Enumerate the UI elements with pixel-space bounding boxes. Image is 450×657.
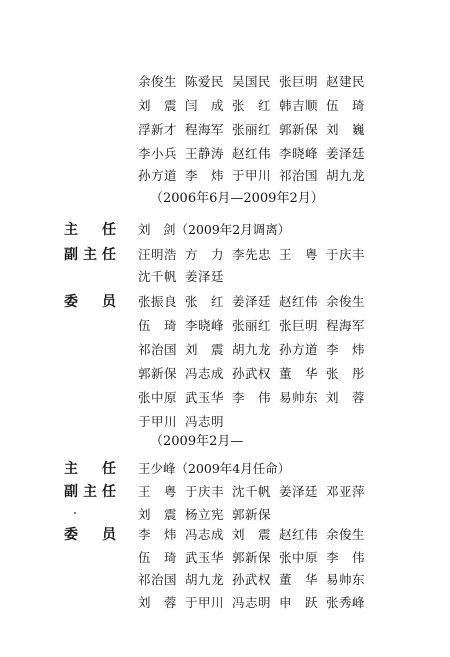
person-name: 姜泽廷	[185, 269, 225, 284]
person-name: 张丽红	[232, 318, 272, 333]
person-name: 赵红伟	[232, 146, 272, 161]
person-name: 程海军	[326, 318, 366, 333]
person-name: 韩吉顺	[279, 98, 319, 113]
person-name: 孙武权	[232, 366, 272, 381]
person-name: 杨立宪	[185, 507, 225, 522]
person-name: 武玉华	[185, 550, 225, 565]
name-row	[138, 525, 373, 543]
person-name: 伍 琦	[138, 318, 178, 333]
name-row	[138, 364, 373, 382]
person-name: 闫 成	[185, 98, 225, 113]
person-name: 于庆丰	[185, 484, 225, 499]
person-name: 张 彤	[326, 366, 366, 381]
name-row	[138, 570, 373, 588]
person-name: 王静涛	[185, 146, 225, 161]
person-name: 冯志明	[185, 414, 225, 429]
person-name: 刘 震	[138, 507, 178, 522]
role-label-director: 主 任	[64, 461, 121, 477]
person-name: 张 红	[185, 294, 225, 309]
person-name: 易帅东	[326, 572, 366, 587]
person-name: 沈千帆	[138, 269, 178, 284]
name-row	[138, 548, 373, 566]
person-name: 冯志成	[185, 366, 225, 381]
name-row	[138, 593, 373, 611]
person-name: 赵建民	[326, 74, 366, 89]
person-name: 于甲川	[185, 595, 225, 610]
person-name: 冯志明	[232, 595, 272, 610]
person-name: 张秀峰	[326, 595, 366, 610]
person-name: 董 华	[279, 366, 319, 381]
person-name: 孙方道	[138, 168, 178, 183]
director-text: 王少峰（2009年4月任命）	[138, 461, 291, 476]
person-name: 王 粤	[279, 247, 319, 262]
person-name: 刘 蓉	[138, 595, 178, 610]
person-name: 张中原	[138, 390, 178, 405]
person-name: 余俊生	[326, 527, 366, 542]
name-row	[138, 292, 373, 310]
person-name: 浮新才	[138, 122, 178, 137]
person-name: 郭新保	[279, 122, 319, 137]
person-name: 孙武权	[232, 572, 272, 587]
person-name: 胡九龙	[185, 572, 225, 587]
person-name: 张巨明	[279, 74, 319, 89]
person-name: 赵红伟	[279, 527, 319, 542]
person-name: 姜泽廷	[326, 146, 366, 161]
person-name: 邓亚萍	[326, 484, 366, 499]
person-name: 吴国民	[232, 74, 272, 89]
person-name: 祁治国	[279, 168, 319, 183]
person-name: 刘 蓉	[326, 390, 366, 405]
person-name: 伍 琦	[326, 98, 366, 113]
name-row	[138, 144, 373, 162]
person-name: 李 伟	[232, 390, 272, 405]
person-name: 张 红	[232, 98, 272, 113]
person-name: 汪明浩	[138, 247, 178, 262]
person-name: 姜泽廷	[279, 484, 319, 499]
name-row	[138, 412, 232, 430]
person-name: 郭新保	[138, 366, 178, 381]
person-name: 武玉华	[185, 390, 225, 405]
person-name: 余俊生	[326, 294, 366, 309]
person-name: 郭新保	[232, 550, 272, 565]
person-name: 李 炜	[138, 527, 178, 542]
person-name: 余俊生	[138, 74, 178, 89]
person-name: 申 跃	[279, 595, 319, 610]
scan-speck	[74, 512, 76, 514]
person-name: 李晓峰	[185, 318, 225, 333]
director-text: 刘 剑（2009年2月调离）	[138, 222, 291, 237]
person-name: 张中原	[279, 550, 319, 565]
person-name: 张振良	[138, 294, 178, 309]
person-name: 祁治国	[138, 572, 178, 587]
name-row	[138, 316, 373, 334]
person-name: 沈千帆	[232, 484, 272, 499]
person-name: 董 华	[279, 572, 319, 587]
person-name: 郭新保	[232, 507, 272, 522]
person-name: 赵红伟	[279, 294, 319, 309]
name-row	[138, 166, 373, 184]
person-name: 李先忠	[232, 247, 272, 262]
person-name: 李晓峰	[279, 146, 319, 161]
person-name: 刘 震	[138, 98, 178, 113]
name-row	[138, 505, 279, 523]
person-name: 陈爱民	[185, 74, 225, 89]
person-name: 于庆丰	[326, 247, 366, 262]
person-name: 姜泽廷	[232, 294, 272, 309]
name-row	[138, 388, 373, 406]
person-name: 刘 震	[185, 342, 225, 357]
role-label-members: 委 员	[64, 294, 121, 310]
person-name: 冯志成	[185, 527, 225, 542]
person-name: 胡九龙	[232, 342, 272, 357]
person-name: 李小兵	[138, 146, 178, 161]
person-name: 祁治国	[138, 342, 178, 357]
person-name: 方 力	[185, 247, 225, 262]
person-name: 李 伟	[326, 550, 366, 565]
name-row	[138, 96, 373, 114]
person-name: 易帅东	[279, 390, 319, 405]
person-name: 于甲川	[232, 168, 272, 183]
name-row	[138, 340, 373, 358]
section-date: （2006年6月—2009年2月）	[150, 191, 324, 206]
role-label-members: 委 员	[64, 527, 121, 543]
person-name: 张丽红	[232, 122, 272, 137]
person-name: 李 炜	[185, 168, 225, 183]
role-label-deputy: 副主任	[64, 247, 121, 263]
person-name: 伍 琦	[138, 550, 178, 565]
person-name: 胡九龙	[326, 168, 366, 183]
role-label-director: 主 任	[64, 222, 121, 238]
person-name: 张巨明	[279, 318, 319, 333]
person-name: 王 粤	[138, 484, 178, 499]
person-name: 程海军	[185, 122, 225, 137]
person-name: 于甲川	[138, 414, 178, 429]
name-row	[138, 120, 373, 138]
name-row	[138, 245, 373, 263]
name-row	[138, 267, 232, 285]
name-row	[138, 482, 373, 500]
person-name: 刘 巍	[326, 122, 366, 137]
name-row	[138, 72, 373, 90]
person-name: 李 炜	[326, 342, 366, 357]
role-label-deputy: 副主任	[64, 484, 121, 500]
person-name: 孙方道	[279, 342, 319, 357]
section-date: （2009年2月—	[150, 434, 244, 449]
person-name: 刘 震	[232, 527, 272, 542]
